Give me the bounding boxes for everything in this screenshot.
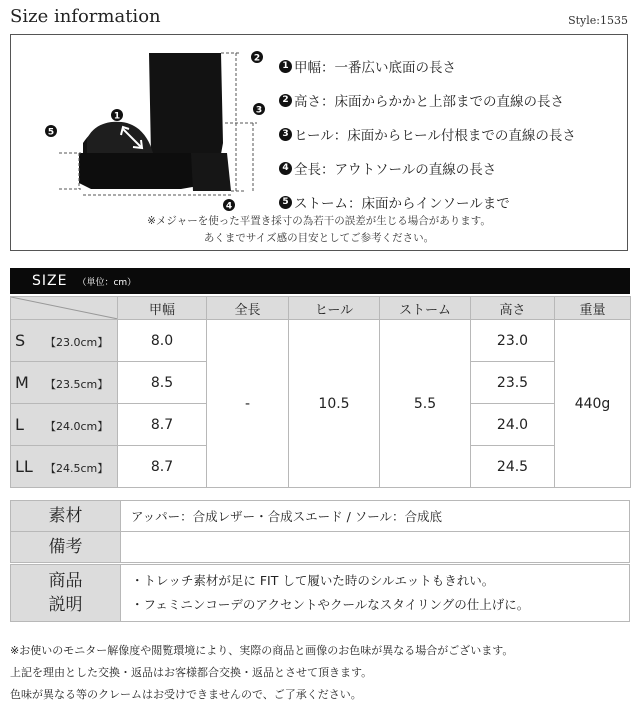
disclaimer-line: ※お使いのモニター解像度や閲覧環境により、実際の商品と画像のお色味が異なる場合がございます。 [10, 644, 514, 657]
description-line: ・トレッチ素材が足に FIT して履いた時のシルエットもきれい。 [131, 573, 495, 588]
definition-heel [279, 117, 624, 151]
remarks-row [11, 532, 630, 563]
disclaimer-line: 上記を理由とした交換・返品はお客様都合交換・返品とさせて頂きます。 [10, 666, 373, 679]
height-cell: 24.0 [471, 404, 555, 446]
disclaimer-line: 色味が異なる等のクレームはお受けできませんので、ご了承ください。 [10, 688, 362, 701]
marker-1 [111, 109, 123, 122]
table-header-row [11, 297, 631, 320]
description-line: ・フェミニンコーデのアクセントやクールなスタイリングの仕上げに。 [131, 597, 530, 612]
column-header: 高さ [471, 297, 555, 320]
number-badge: 4 [279, 162, 292, 175]
number-badge: 3 [279, 128, 292, 141]
disclaimer [10, 640, 513, 706]
size-section-header [10, 268, 630, 294]
heel-cell: 10.5 [289, 320, 380, 488]
definition-text: 甲幅：一番広い底面の長さ [294, 60, 456, 76]
marker-2 [251, 51, 263, 64]
number-badge: 2 [279, 94, 292, 107]
size-heading: SIZE [32, 273, 68, 289]
marker-3 [253, 103, 265, 116]
svg-text:1: 1 [113, 111, 121, 122]
size-label-cell [11, 362, 118, 404]
note-line: ※メジャーを使った平置き採寸の為若干の誤差が生じる場合があります。 [147, 215, 491, 227]
number-badge: 5 [279, 196, 292, 209]
number-badge: 1 [279, 60, 292, 73]
size-label-cell [11, 446, 118, 488]
definition-height [279, 83, 624, 117]
weight-cell: 440g [555, 320, 631, 488]
description-row [11, 565, 630, 622]
measurement-note [11, 213, 627, 247]
definition-length [279, 151, 624, 185]
length-cell: - [207, 320, 289, 488]
remarks-value [121, 532, 630, 563]
description-table [10, 564, 630, 622]
style-code: Style:1535 [568, 14, 628, 27]
size-name: L [15, 415, 24, 434]
boot-measurement-diagram [31, 43, 276, 213]
size-name: LL [15, 457, 33, 476]
storm-cell: 5.5 [380, 320, 471, 488]
height-cell: 23.5 [471, 362, 555, 404]
width-cell: 8.7 [118, 404, 207, 446]
size-table [10, 296, 631, 488]
size-cm: 【23.5cm】 [45, 378, 109, 391]
svg-text:5: 5 [47, 127, 55, 138]
column-header: 全長 [207, 297, 289, 320]
size-cm: 【24.0cm】 [45, 420, 109, 433]
size-cm: 【24.5cm】 [45, 462, 109, 475]
note-line: あくまでサイズ感の目安としてご参考ください。 [203, 232, 435, 244]
definition-width [279, 49, 624, 83]
page-title: Size information [10, 6, 161, 27]
description-label [11, 565, 121, 622]
size-name: M [15, 373, 29, 392]
height-cell: 24.5 [471, 446, 555, 488]
material-row [11, 501, 630, 532]
width-cell: 8.7 [118, 446, 207, 488]
column-header: ヒール [289, 297, 380, 320]
table-row [11, 320, 631, 362]
measurement-definitions [279, 49, 624, 219]
size-name: S [15, 331, 26, 350]
size-info-box [10, 34, 628, 251]
size-unit: （単位：cm） [77, 277, 137, 288]
svg-text:3: 3 [255, 105, 263, 116]
column-header: 甲幅 [118, 297, 207, 320]
width-cell: 8.0 [118, 320, 207, 362]
marker-4 [223, 199, 235, 212]
width-cell: 8.5 [118, 362, 207, 404]
definition-text: 高さ：床面からかかと上部までの直線の長さ [294, 94, 564, 110]
description-label-line: 商品 [48, 571, 83, 591]
definition-text: ストーム：床面からインソールまで [294, 196, 510, 212]
material-value: アッパー：合成レザー・合成スエード / ソール：合成底 [121, 501, 630, 532]
material-label: 素材 [11, 501, 121, 532]
size-label-cell [11, 404, 118, 446]
corner-cell [11, 297, 118, 320]
svg-text:2: 2 [253, 53, 261, 64]
size-cm: 【23.0cm】 [45, 336, 109, 349]
remarks-label: 備考 [11, 532, 121, 563]
description-value [121, 565, 630, 622]
svg-text:4: 4 [225, 201, 233, 212]
column-header: 重量 [555, 297, 631, 320]
description-label-line: 説明 [48, 595, 83, 615]
definition-text: 全長：アウトソールの直線の長さ [294, 162, 497, 178]
size-label-cell [11, 320, 118, 362]
height-cell: 23.0 [471, 320, 555, 362]
column-header: ストーム [380, 297, 471, 320]
marker-5 [45, 125, 57, 138]
material-table [10, 500, 630, 563]
definition-text: ヒール：床面からヒール付根までの直線の長さ [294, 128, 576, 144]
